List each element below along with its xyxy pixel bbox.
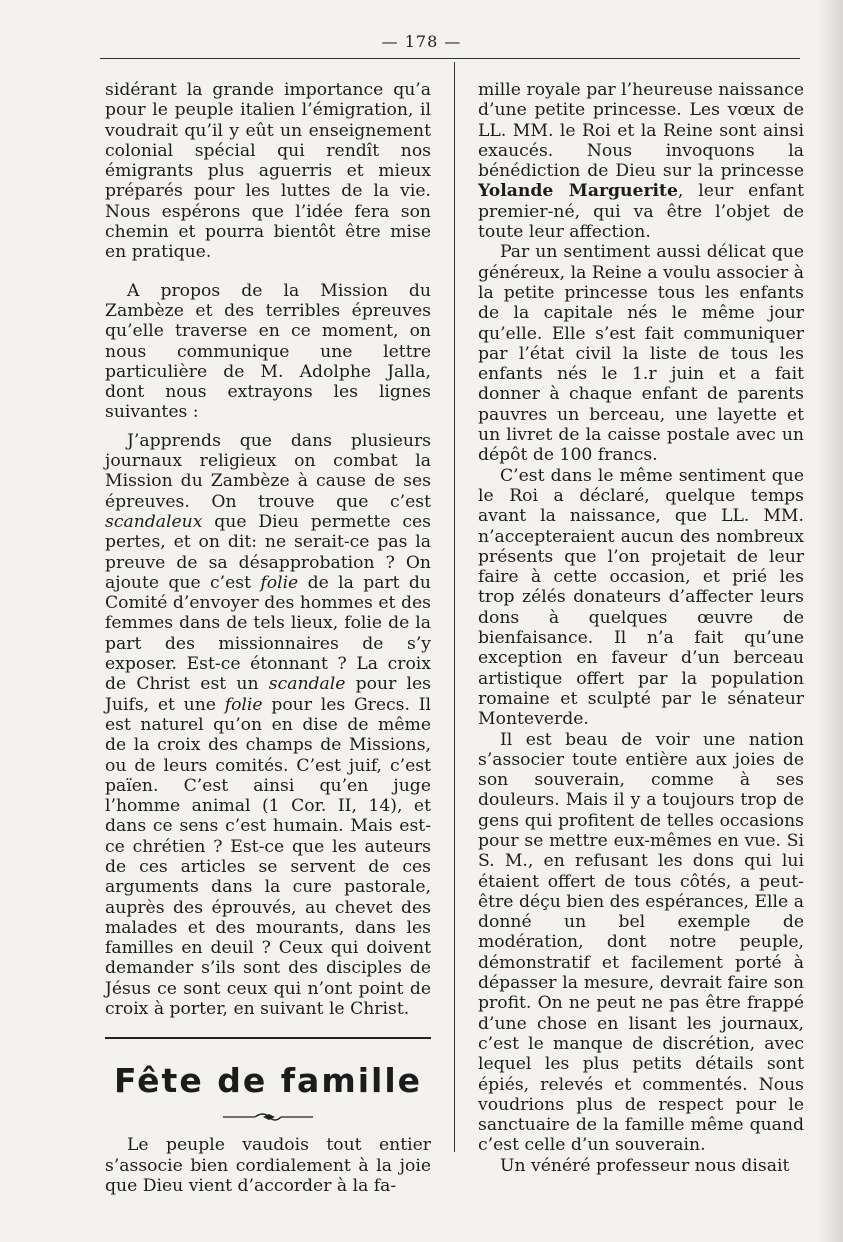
right-column xyxy=(478,80,804,1176)
paragraph-jalla-letter xyxy=(105,431,431,1020)
left-column xyxy=(105,80,431,1196)
text-run: J’apprends que dans plusieurs journaux religieux on combat la Mission du Zambèze à cause de ses épreuves. On trouve que c’est xyxy=(105,430,431,512)
paragraph-queen-gift: Par un sentiment aussi délicat que généreux, la Reine a voulu associer à la petite princesse tous les enfants de la capitale nés le même jour qu’elle. Elle s’est fait communiquer par l’état civil la liste de tous les enfants nés le 1.r juin et a fait donner à chaque enfant de parents pauvres un berceau, une layette et un livret de la caisse postale avec un dépôt de 100 francs. xyxy=(478,242,804,466)
text-run: de la part du Comité d’envoyer des hommes et des femmes dans de tels lieux, folie de la part des missionnaires de s’y exposer. Est-ce étonnant ? La croix de Christ est un xyxy=(105,572,431,695)
text-run: , leur enfant premier-né, qui va être l’objet de toute leur affection. xyxy=(478,181,804,243)
italic-word: folie xyxy=(224,694,263,715)
princess-name: Yolande Marguerite xyxy=(478,181,678,202)
scan-edge-shadow xyxy=(817,0,843,1242)
text-run: pour les Grecs. Il est naturel qu’on en dise de même de la croix des champs de Missions, ou de leurs comités. C’est juif, c’est païen. C’est ainsi qu’en juge l’homme animal (1 Cor. II, 14), et dans ce sens c’est humain. Mais est-ce chrétien ? Est-ce que les auteurs de ces articles se servent de ces arguments dans la cure pastorale, auprès des éprouvés, au chevet des malades et des mourants, dans les familles en deuil ? Ceux qui doivent demander s’ils sont des disciples de Jésus ce sont ceux qui n’ont point de croix à porter, en suivant le Christ. xyxy=(105,694,431,1020)
text-run: pour les Juifs, et une xyxy=(105,674,431,715)
italic-word: folie xyxy=(260,572,299,593)
paragraph-fete-famille: Le peuple vaudois tout entier s’associe bien cordialement à la joie que Dieu vient d’accorder à la fa- xyxy=(105,1135,431,1196)
section-title: Fête de famille xyxy=(113,1061,423,1101)
section-rule xyxy=(105,1037,431,1039)
paragraph-emigration: sidérant la grande importance qu’a pour le peuple italien l’émigration, il voudrait qu’il y eût un enseignement colonial spécial qui rendît nos émigrants plus aguerris et mieux préparés pour les luttes de la vie. Nous espérons que l’idée fera son chemin et pourra bientôt être mise en pratique. xyxy=(105,80,431,263)
paragraph-king-declaration: C’est dans le même sentiment que le Roi a déclaré, quelque temps avant la naissance, que LL. MM. n’accepteraient aucun des nombreux présents que l’on projetait de leur faire à cette occasion, et prié les trop zélés donateurs d’affecter leurs dons à quelques œuvre de bienfaisance. Il n’a fait qu’une exception en faveur d’un berceau artistique offert par la population romaine et sculpté par le sénateur Monteverde. xyxy=(478,465,804,730)
ornament-divider xyxy=(105,1109,431,1123)
paragraph-professor: Un vénéré professeur nous disait xyxy=(500,1155,790,1176)
text-run: mille royale par l’heureuse naissance d’une petite princesse. Les vœux de LL. MM. le Roi et la Reine sont ainsi exaucés. Nous invoquons la bénédiction de Dieu sur la princesse xyxy=(478,80,804,182)
header-rule xyxy=(100,58,800,59)
ornament-icon xyxy=(223,1110,313,1124)
text-run: que Dieu permette ces pertes, et on dit: ne serait-ce pas la preuve de sa désapprobation ? On ajoute que c’est xyxy=(105,511,431,593)
italic-word: scandale xyxy=(268,674,346,695)
paragraph-royal-birth xyxy=(478,80,804,242)
page-number: — 178 — xyxy=(381,32,462,51)
column-divider xyxy=(454,62,455,1152)
paragraph-zambeze-intro: A propos de la Mission du Zambèze et des terribles épreuves qu’elle traverse en ce moment, on nous communique une lettre particulière de M. Adolphe Jalla, dont nous extrayons les lignes suivantes : xyxy=(105,280,431,423)
italic-word: scandaleux xyxy=(105,511,203,532)
paragraph-nation-joy: Il est beau de voir une nation s’associer toute entière aux joies de son souverain, comme à ses douleurs. Mais il y a toujours trop de gens qui profitent de telles occasions pour se mettre eux-mêmes en vue. Si S. M., en refusant les dons qui lui étaient offert de tous côtés, a peut-être déçu bien des espérances, Elle a donné un bel exemple de modération, dont notre peuple, démonstratif et facilement porté à dépasser la mesure, devrait faire son profit. On ne peut ne pas être frappé d’une chose en lisant les journaux, c’est le manque de discrétion, avec lequel les plus petits détails sont épiés, relevés et commentés. Nous voudrions plus de respect pour le sanctuaire de la famille même quand c’est celle d’un souverain. xyxy=(478,729,804,1156)
